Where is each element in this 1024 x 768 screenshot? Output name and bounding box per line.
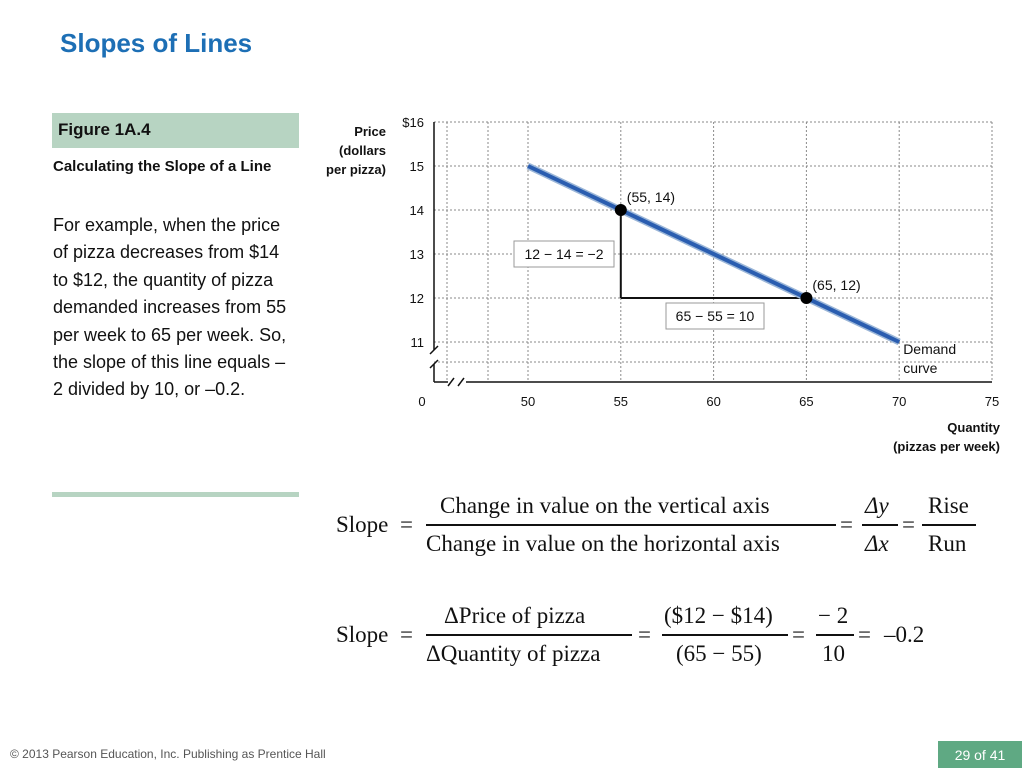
eq1-fraction-bar <box>426 524 836 526</box>
y-axis-title: per pizza) <box>326 162 386 177</box>
x-tick-label: 0 <box>418 394 426 409</box>
eq1-delta-y: Δy <box>865 493 889 518</box>
eq1-equals: = <box>400 512 413 537</box>
figure-subtitle: Calculating the Slope of a Line <box>53 158 272 175</box>
slope-formula <box>336 492 996 562</box>
y-axis-title: (dollars <box>339 143 386 158</box>
eq2-rise: − 2 <box>818 603 849 628</box>
eq2-equals-4: = <box>858 622 871 647</box>
figure-caption: For example, when the price of pizza decreases from $14 to $12, the quantity of pizza demanded increases from 55 per week to 65 per week. So, the slope of this line equals –2 divided by 10, or –0.2. <box>53 215 287 400</box>
eq2-equals: = <box>400 622 413 647</box>
eq2-fraction-bar-2 <box>662 634 788 636</box>
y-tick-label: 15 <box>409 159 424 174</box>
eq1-lhs: Slope <box>336 512 389 537</box>
eq2-equals-2: = <box>638 622 651 647</box>
eq2-quantity-diff: (65 − 55) <box>676 641 762 666</box>
y-tick-label: 13 <box>409 247 424 262</box>
series-label: Demand <box>903 341 957 357</box>
eq2-run: 10 <box>822 641 845 666</box>
y-tick-label: 12 <box>409 291 424 306</box>
x-axis-title: Quantity <box>947 420 1000 435</box>
eq1-denominator: Change in value on the horizontal axis <box>426 531 780 556</box>
x-tick-label: 60 <box>706 394 721 409</box>
eq2-price-diff: ($12 − $14) <box>664 603 773 628</box>
point-label: (65, 12) <box>812 277 861 293</box>
eq1-numerator: Change in value on the vertical axis <box>440 493 770 518</box>
eq2-equals-3: = <box>792 622 805 647</box>
y-tick-label: 14 <box>409 203 424 218</box>
y-tick-label: 11 <box>410 335 424 350</box>
eq1-fraction-bar-3 <box>922 524 976 526</box>
figure-label: Figure 1A.4 <box>52 113 299 148</box>
data-point <box>615 204 627 216</box>
eq2-result: –0.2 <box>884 622 925 647</box>
eq1-rise: Rise <box>928 493 969 518</box>
run-label: 65 − 55 = 10 <box>675 308 755 324</box>
page-indicator: 29 of 41 <box>938 741 1022 768</box>
copyright-notice: © 2013 Pearson Education, Inc. Publishing as Prentice Hall <box>10 747 326 761</box>
data-point <box>800 292 812 304</box>
x-tick-label: 55 <box>613 394 629 409</box>
x-tick-label: 65 <box>799 394 814 409</box>
rise-label: 12 − 14 = −2 <box>524 246 604 262</box>
eq1-equals-3: = <box>902 512 915 537</box>
figure-divider <box>52 492 299 497</box>
point-label: (55, 14) <box>626 189 676 205</box>
x-tick-label: 75 <box>984 394 1000 409</box>
eq1-fraction-bar-2 <box>862 524 898 526</box>
eq2-lhs: Slope <box>336 622 389 647</box>
eq2-denominator: ΔQuantity of pizza <box>426 641 601 666</box>
series-label: curve <box>903 360 938 376</box>
x-axis-title: (pizzas per week) <box>893 439 1000 454</box>
x-tick-label: 50 <box>520 394 536 409</box>
eq1-delta-x: Δx <box>865 531 889 556</box>
eq1-equals-2: = <box>840 512 853 537</box>
y-axis-title: Price <box>354 124 386 139</box>
eq1-run: Run <box>928 531 967 556</box>
eq2-numerator: ΔPrice of pizza <box>444 603 586 628</box>
x-axis-break <box>458 378 464 386</box>
x-tick-label: 70 <box>891 394 907 409</box>
demand-chart <box>306 108 1010 463</box>
y-tick-label: $16 <box>402 115 424 130</box>
x-axis-break <box>448 378 454 386</box>
slope-calculation <box>336 602 996 672</box>
slide-title: Slopes of Lines <box>60 28 253 58</box>
eq2-fraction-bar <box>426 634 632 636</box>
eq2-fraction-bar-3 <box>816 634 854 636</box>
